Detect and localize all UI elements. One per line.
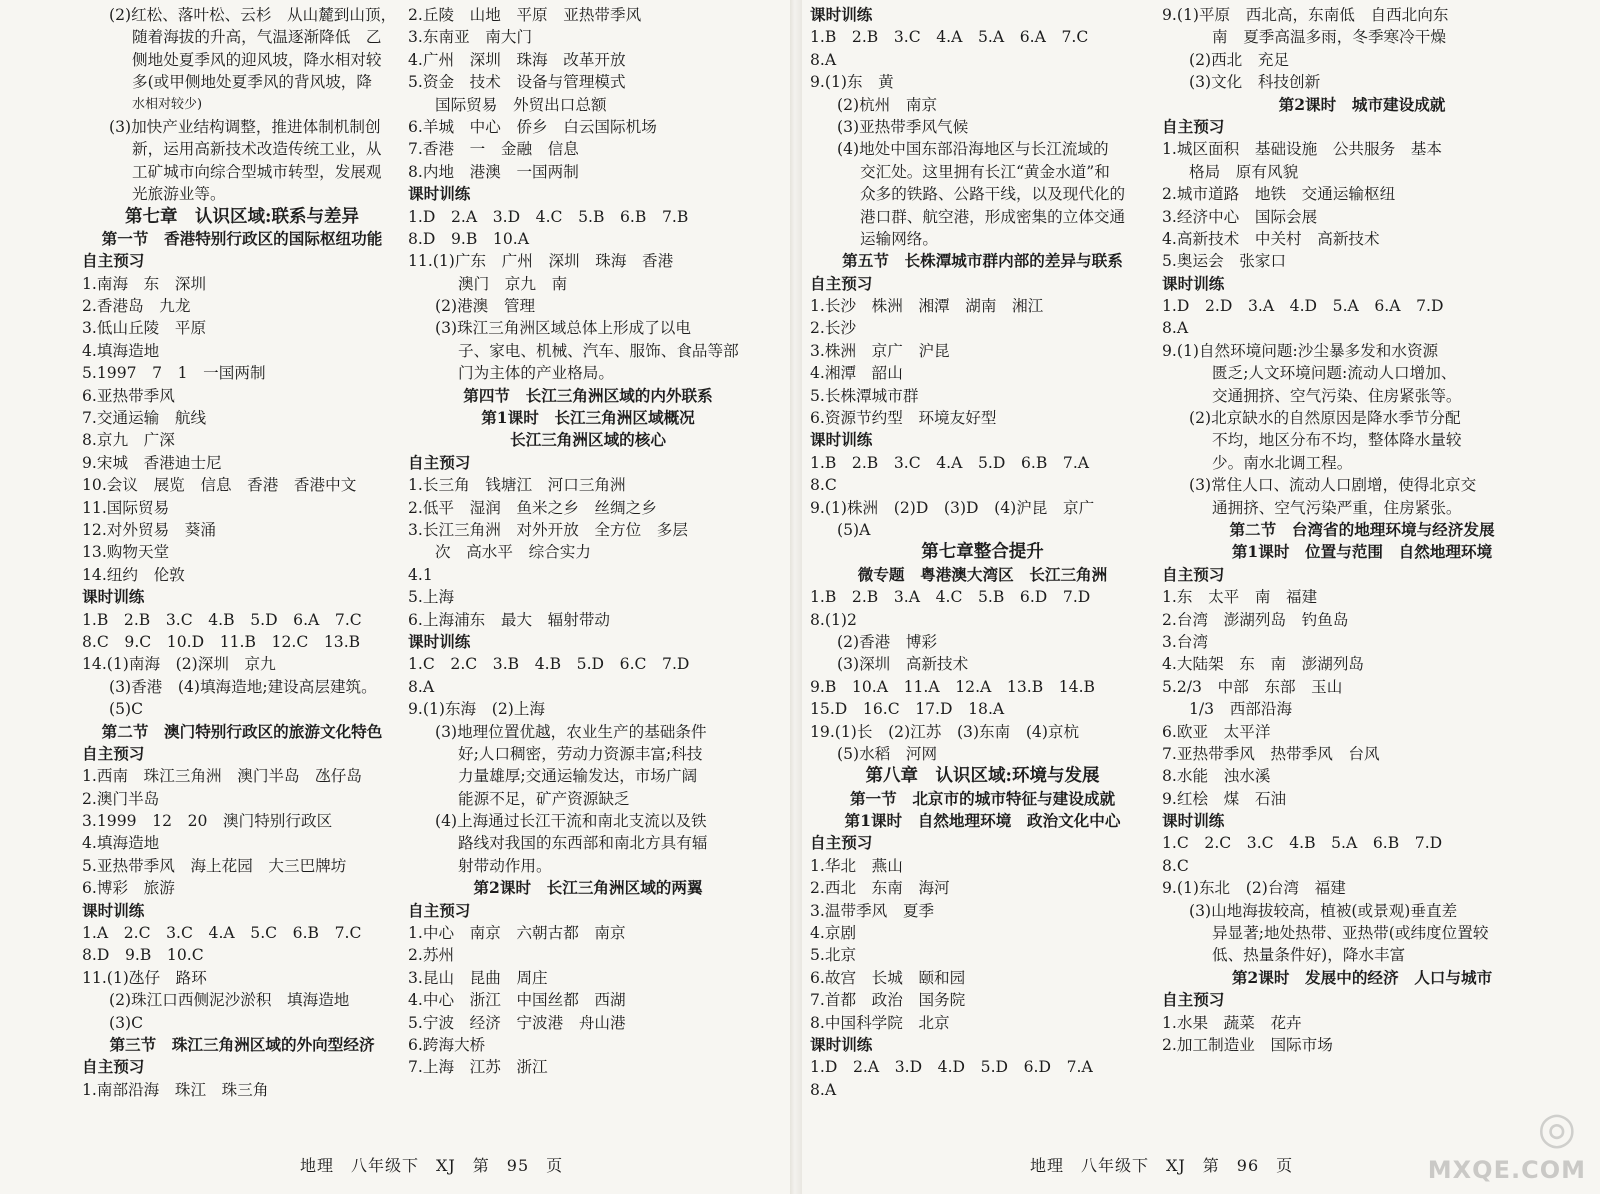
section-heading: 第二节 澳门特别行政区的旅游文化特色 (101, 721, 383, 741)
answer-line: 19.(1)长 (2)江苏 (3)东南 (4)京杭 (810, 722, 1080, 741)
answer-line: (3)地理位置优越，农业生产的基础条件 (435, 722, 707, 741)
subsection-label: 自主预习 (408, 900, 471, 920)
answer-line: 6.羊城 中心 侨乡 白云国际机场 (408, 117, 657, 136)
answer-line: 8.A (810, 1080, 837, 1099)
answer-line: 1.B 2.B 3.C 4.A 5.D 6.B 7.A (810, 453, 1090, 472)
answer-line: 2.苏州 (408, 946, 455, 965)
answer-line: (3)深圳 高新技术 (837, 655, 969, 674)
answer-line: 澳门 京九 南 (458, 274, 568, 293)
left-page (0, 0, 790, 1194)
answer-line: 4.京剧 (810, 924, 857, 943)
answer-line: 国际贸易 外贸出口总额 (435, 95, 607, 114)
answer-line: 路线对我国的东西部和南北方具有辐 (458, 834, 708, 853)
answer-line: (2)杭州 南京 (837, 95, 938, 114)
answer-line: 光旅游业等。 (132, 185, 226, 204)
answer-line: 1.南海 东 深圳 (82, 274, 207, 293)
answer-line: 1/3 西部沿海 (1189, 700, 1293, 719)
right-page (802, 0, 1600, 1194)
answer-line: 通拥挤、空气污染严重，住房紧张。 (1212, 498, 1462, 517)
section-heading: 第1课时 位置与范围 自然地理环境 (1231, 542, 1493, 562)
answer-line: 1.A 2.C 3.C 4.A 5.C 6.B 7.C (82, 924, 362, 943)
answer-line: 9.(1)平原 西北高，东南低 自西北向东 (1162, 6, 1449, 24)
answer-line: 1.D 2.A 3.D 4.C 5.B 6.B 7.B (408, 207, 689, 226)
answer-line: 10.会议 展览 信息 香港 香港中文 (82, 476, 357, 495)
answer-line: 子、家电、机械、汽车、服饰、食品等部 (458, 341, 739, 360)
answer-line: 3.1999 12 20 澳门特别行政区 (82, 812, 333, 831)
answer-line: 5.资金 技术 设备与管理模式 (408, 73, 626, 92)
answer-line: 门为主体的产业格局。 (458, 364, 614, 383)
answer-line: 6.博彩 旅游 (82, 879, 175, 898)
answer-line: 8.D 9.B 10.A (408, 229, 529, 248)
answer-line: 1.南部沿海 珠江 珠三角 (82, 1080, 269, 1099)
answer-line: 新，运用高新技术改造传统工业，从 (132, 140, 382, 159)
answer-line: 不均，地区分布不均，整体降水量较 (1212, 431, 1462, 450)
answer-line: 7.首都 政治 国务院 (810, 991, 966, 1010)
answer-line: 8.A (408, 677, 435, 696)
watermark-text: MXQE.COM (1427, 1156, 1586, 1184)
answer-line: 2.丘陵 山地 平原 亚热带季风 (408, 6, 642, 24)
answer-line: 力量雄厚;交通运输发达，市场广阔 (458, 767, 698, 786)
answer-line: 9.(1)自然环境问题:沙尘暴多发和水资源 (1162, 341, 1439, 360)
answer-line: 8.C (810, 476, 837, 495)
answer-line: 15.D 16.C 17.D 18.A (810, 700, 1005, 719)
answer-line: 水相对较少) (132, 96, 203, 112)
answer-line: 1.B 2.B 3.A 4.C 5.B 6.D 7.D (810, 588, 1091, 607)
subsection-label: 课时训练 (408, 631, 471, 651)
answer-line: 港口群、航空港，形成密集的立体交通 (860, 207, 1126, 226)
subsection-label: 自主预习 (1162, 990, 1225, 1010)
section-heading: 第三节 珠江三角洲区域的外向型经济 (109, 1034, 375, 1054)
answer-line: 6.资源节约型 环境友好型 (810, 409, 997, 428)
answer-line: 7.上海 江苏 浙江 (408, 1058, 548, 1077)
answer-line: 6.亚热带季风 (82, 386, 175, 405)
answer-line: 6.跨海大桥 (408, 1035, 486, 1054)
answer-line: 格局 原有风貌 (1189, 162, 1299, 181)
subsection-label: 课时训练 (810, 1034, 873, 1054)
answer-line: (3)亚热带季风气候 (837, 117, 969, 136)
answer-line: (2)珠江口西侧泥沙淤积 填海造地 (109, 991, 350, 1010)
answer-line: 5.上海 (408, 588, 455, 607)
answer-line: 9.(1)株洲 (2)D (3)D (4)沪昆 京广 (810, 498, 1095, 517)
subsection-label: 课时训练 (408, 184, 471, 204)
answer-line: 交通拥挤、空气污染、住房紧张等。 (1212, 386, 1462, 405)
subsection-label: 自主预习 (810, 273, 873, 293)
answer-line: 2.台湾 澎湖列岛 钓鱼岛 (1162, 610, 1349, 629)
section-heading: 第七章 认识区域:联系与差异 (125, 206, 359, 227)
answer-line: 11.国际贸易 (82, 498, 170, 517)
answer-line: (2)港澳 管理 (435, 297, 536, 316)
answer-line: 好;人口稠密，劳动力资源丰富;科技 (458, 744, 703, 763)
answer-line: 6.欧亚 太平洋 (1162, 722, 1271, 741)
answer-line: (5)A (837, 520, 871, 539)
answer-line: 9.(1)东海 (2)上海 (408, 700, 546, 719)
answer-line: 2.加工制造业 国际市场 (1162, 1035, 1333, 1054)
answer-line: 5.1997 7 1 一国两制 (82, 364, 266, 383)
answer-line: 7.亚热带季风 热带季风 台风 (1162, 744, 1380, 763)
answer-line: 6.故宫 长城 颐和园 (810, 968, 966, 987)
answer-line: 8.(1)2 (810, 610, 857, 629)
left-column-1 (82, 4, 402, 1101)
section-heading: 第四节 长江三角洲区域的内外联系 (463, 385, 713, 405)
answer-line: 4.高新技术 中关村 高新技术 (1162, 229, 1380, 248)
answer-line: 2.澳门半岛 (82, 789, 160, 808)
subsection-label: 课时训练 (1162, 811, 1225, 831)
right-column-2 (1162, 4, 1562, 1056)
answer-line: 1.中心 南京 六朝古都 南京 (408, 924, 626, 943)
section-heading: 长江三角洲区域的核心 (510, 430, 666, 450)
answer-line: 3.温带季风 夏季 (810, 901, 935, 920)
answer-line: 8.京九 广深 (82, 431, 175, 450)
subsection-label: 自主预习 (82, 743, 145, 763)
section-heading: 第1课时 长江三角洲区域概况 (481, 408, 695, 428)
answer-line: 8.A (810, 50, 837, 69)
answer-line: 1.D 2.A 3.D 4.D 5.D 6.D 7.A (810, 1058, 1093, 1077)
answer-line: 2.城市道路 地铁 交通运输枢纽 (1162, 185, 1396, 204)
answer-line: 运输网络。 (860, 229, 938, 248)
section-heading: 微专题 粤港澳大湾区 长江三角洲 (857, 564, 1108, 584)
subsection-label: 自主预习 (810, 833, 873, 853)
answer-line: 5.2/3 中部 东部 玉山 (1162, 677, 1343, 696)
answer-line: 3.低山丘陵 平原 (82, 319, 207, 338)
answer-line: 1.B 2.B 3.C 4.B 5.D 6.A 7.C (82, 610, 362, 629)
page-footer-right: 地理 八年级下 XJ 第 96 页 (1030, 1156, 1294, 1175)
answer-line: 2.长沙 (810, 319, 857, 338)
answer-line: 5.长株潭城市群 (810, 386, 919, 405)
answer-line: 5.北京 (810, 946, 857, 965)
answer-line: 匮乏;人文环境问题:流动人口增加、 (1212, 364, 1457, 383)
answer-line: (3)文化 科技创新 (1189, 73, 1321, 92)
answer-line: 异显著;地处热带、亚热带(或纬度位置较 (1212, 924, 1489, 943)
answer-line: (3)珠江三角洲区域总体上形成了以电 (435, 319, 691, 338)
answer-line: 8.内地 港澳 一国两制 (408, 162, 579, 181)
section-heading: 第五节 长株潭城市群内部的差异与联系 (842, 251, 1123, 271)
answer-line: 8.C 9.C 10.D 11.B 12.C 13.B (82, 632, 361, 651)
subsection-label: 自主预习 (1162, 116, 1225, 136)
answer-line: 4.广州 深圳 珠海 改革开放 (408, 50, 626, 69)
watermark-glyph: ◎ (1537, 1103, 1576, 1154)
subsection-label: 课时训练 (1162, 273, 1225, 293)
answer-line: (2)北京缺水的自然原因是降水季节分配 (1189, 409, 1461, 428)
subsection-label: 课时训练 (82, 900, 145, 920)
answer-line: 1.C 2.C 3.C 4.B 5.A 6.B 7.D (1162, 834, 1443, 853)
answer-line: 交汇处。这里拥有长江“黄金水道”和 (860, 162, 1110, 181)
answer-line: 3.经济中心 国际会展 (1162, 207, 1318, 226)
answer-line: 5.奥运会 张家口 (1162, 252, 1287, 271)
subsection-label: 自主预习 (408, 452, 471, 472)
answer-line: 1.东 太平 南 福建 (1162, 588, 1318, 607)
answer-line: (3)C (109, 1013, 144, 1032)
section-heading: 第2课时 城市建设成就 (1278, 94, 1446, 114)
answer-line: 9.(1)东北 (2)台湾 福建 (1162, 879, 1346, 898)
answer-line: 12.对外贸易 葵涌 (82, 520, 216, 539)
answer-line: 4.1 (408, 565, 433, 584)
answer-line: 9.宋城 香港迪士尼 (82, 453, 222, 472)
page-footer-left: 地理 八年级下 XJ 第 95 页 (300, 1156, 564, 1175)
answer-line: 7.交通运输 航线 (82, 409, 207, 428)
answer-line: 8.水能 浊水溪 (1162, 767, 1271, 786)
watermark-logo (1427, 1093, 1590, 1188)
subsection-label: 课时训练 (810, 430, 873, 450)
section-heading: 第二节 台湾省的地理环境与经济发展 (1229, 519, 1495, 539)
answer-line: 6.上海浦东 最大 辐射带动 (408, 610, 611, 629)
answer-line: 1.长沙 株洲 湘潭 湖南 湘江 (810, 297, 1044, 316)
subsection-label: 自主预习 (82, 1057, 145, 1077)
answer-line: (4)地处中国东部沿海地区与长江流域的 (837, 140, 1109, 159)
answer-line: (2)西北 充足 (1189, 50, 1290, 69)
answer-line: (3)常住人口、流动人口剧增，使得北京交 (1189, 476, 1477, 495)
answer-line: 侧地处夏季风的迎风坡，降水相对较 (132, 50, 382, 69)
section-heading: 第2课时 发展中的经济 人口与城市 (1231, 967, 1493, 987)
answer-line: (3)加快产业结构调整，推进体制机制创 (109, 117, 381, 136)
answer-line: 13.购物天堂 (82, 543, 170, 562)
answer-line: (2)红松、落叶松、云杉 从山麓到山顶， (109, 6, 397, 24)
answer-line: 4.大陆架 东 南 澎湖列岛 (1162, 655, 1365, 674)
answer-line: 随着海拔的升高，气温逐渐降低 乙 (132, 28, 382, 47)
answer-line: 9.(1)东 黄 (810, 73, 894, 92)
answer-line: 4.湘潭 韶山 (810, 364, 903, 383)
subsection-label: 自主预习 (82, 251, 145, 271)
answer-line: 11.(1)氹仔 路环 (82, 968, 207, 987)
subsection-label: 课时训练 (82, 587, 145, 607)
answer-line: 2.西北 东南 海河 (810, 879, 950, 898)
answer-line: 4.填海造地 (82, 834, 160, 853)
answer-line: 少。南水北调工程。 (1212, 453, 1353, 472)
answer-line: 1.D 2.D 3.A 4.D 5.A 6.A 7.D (1162, 297, 1444, 316)
answer-line: 1.C 2.C 3.B 4.B 5.D 6.C 7.D (408, 655, 690, 674)
answer-line: 8.A (1162, 319, 1189, 338)
answer-line: 2.香港岛 九龙 (82, 297, 191, 316)
subsection-label: 课时训练 (810, 5, 873, 24)
answer-line: 8.中国科学院 北京 (810, 1013, 950, 1032)
section-heading: 第七章整合提升 (921, 542, 1044, 563)
answer-line: 低、热量条件好)，降水丰富 (1212, 946, 1406, 965)
answer-line: 能源不足，矿产资源缺乏 (458, 789, 630, 808)
answer-line: 4.中心 浙江 中国丝都 西湖 (408, 991, 626, 1010)
answer-line: 射带动作用。 (458, 856, 552, 875)
answer-line: 1.城区面积 基础设施 公共服务 基本 (1162, 140, 1442, 159)
answer-line: 5.亚热带季风 海上花园 大三巴牌坊 (82, 856, 347, 875)
section-heading: 第一节 香港特别行政区的国际枢纽功能 (101, 228, 383, 248)
answer-line: (3)山地海拔较高，植被(或景观)垂直差 (1189, 901, 1458, 920)
answer-line: 8.C (1162, 856, 1189, 875)
answer-line: 3.昆山 昆曲 周庄 (408, 968, 548, 987)
left-column-2 (408, 4, 768, 1079)
answer-line: 2.低平 湿润 鱼米之乡 丝绸之乡 (408, 498, 657, 517)
answer-line: 众多的铁路、公路干线，以及现代化的 (860, 185, 1126, 204)
answer-line: (5)水稻 河网 (837, 744, 938, 763)
answer-line: 9.红桧 煤 石油 (1162, 789, 1287, 808)
answer-line: 1.水果 蔬菜 花卉 (1162, 1013, 1302, 1032)
answer-line: 次 高水平 综合实力 (435, 543, 591, 562)
answer-line: 4.填海造地 (82, 341, 160, 360)
answer-line: 5.宁波 经济 宁波港 舟山港 (408, 1013, 626, 1032)
section-heading: 第1课时 自然地理环境 政治文化中心 (844, 811, 1121, 831)
subsection-label: 自主预习 (1162, 564, 1225, 584)
answer-line: 1.西南 珠江三角洲 澳门半岛 氹仔岛 (82, 767, 362, 786)
right-column-1 (810, 4, 1155, 1101)
answer-line: 3.长江三角洲 对外开放 全方位 多层 (408, 520, 688, 539)
answer-line: (3)香港 (4)填海造地;建设高层建筑。 (109, 677, 377, 696)
section-heading: 第2课时 长江三角洲区域的两翼 (473, 878, 703, 898)
answer-line: 11.(1)广东 广州 深圳 珠海 香港 (408, 252, 674, 271)
answer-line: (4)上海通过长江干流和南北支流以及铁 (435, 812, 707, 831)
answer-line: 9.B 10.A 11.A 12.A 13.B 14.B (810, 677, 1096, 696)
answer-line: 8.D 9.B 10.C (82, 946, 204, 965)
book-gutter (790, 0, 802, 1194)
answer-line: 7.香港 一 金融 信息 (408, 140, 579, 159)
answer-line: 1.华北 燕山 (810, 856, 903, 875)
answer-line: 1.长三角 钱塘江 河口三角洲 (408, 476, 626, 495)
answer-line: 14.纽约 伦敦 (82, 565, 185, 584)
section-heading: 第一节 北京市的城市特征与建设成就 (849, 788, 1116, 808)
answer-line: 1.B 2.B 3.C 4.A 5.A 6.A 7.C (810, 28, 1089, 47)
answer-line: 南 夏季高温多雨，冬季寒冷干燥 (1212, 28, 1446, 47)
answer-line: (5)C (109, 700, 144, 719)
answer-line: 多(或甲侧地处夏季风的背风坡，降 (132, 73, 372, 92)
answer-line: 3.东南亚 南大门 (408, 28, 533, 47)
answer-line: 工矿城市向综合型城市转型，发展观 (132, 162, 382, 181)
answer-line: (2)香港 博彩 (837, 632, 938, 651)
answer-line: 14.(1)南海 (2)深圳 京九 (82, 655, 276, 674)
section-heading: 第八章 认识区域:环境与发展 (865, 766, 1100, 787)
answer-line: 3.台湾 (1162, 632, 1209, 651)
answer-line: 3.株洲 京广 沪昆 (810, 341, 950, 360)
